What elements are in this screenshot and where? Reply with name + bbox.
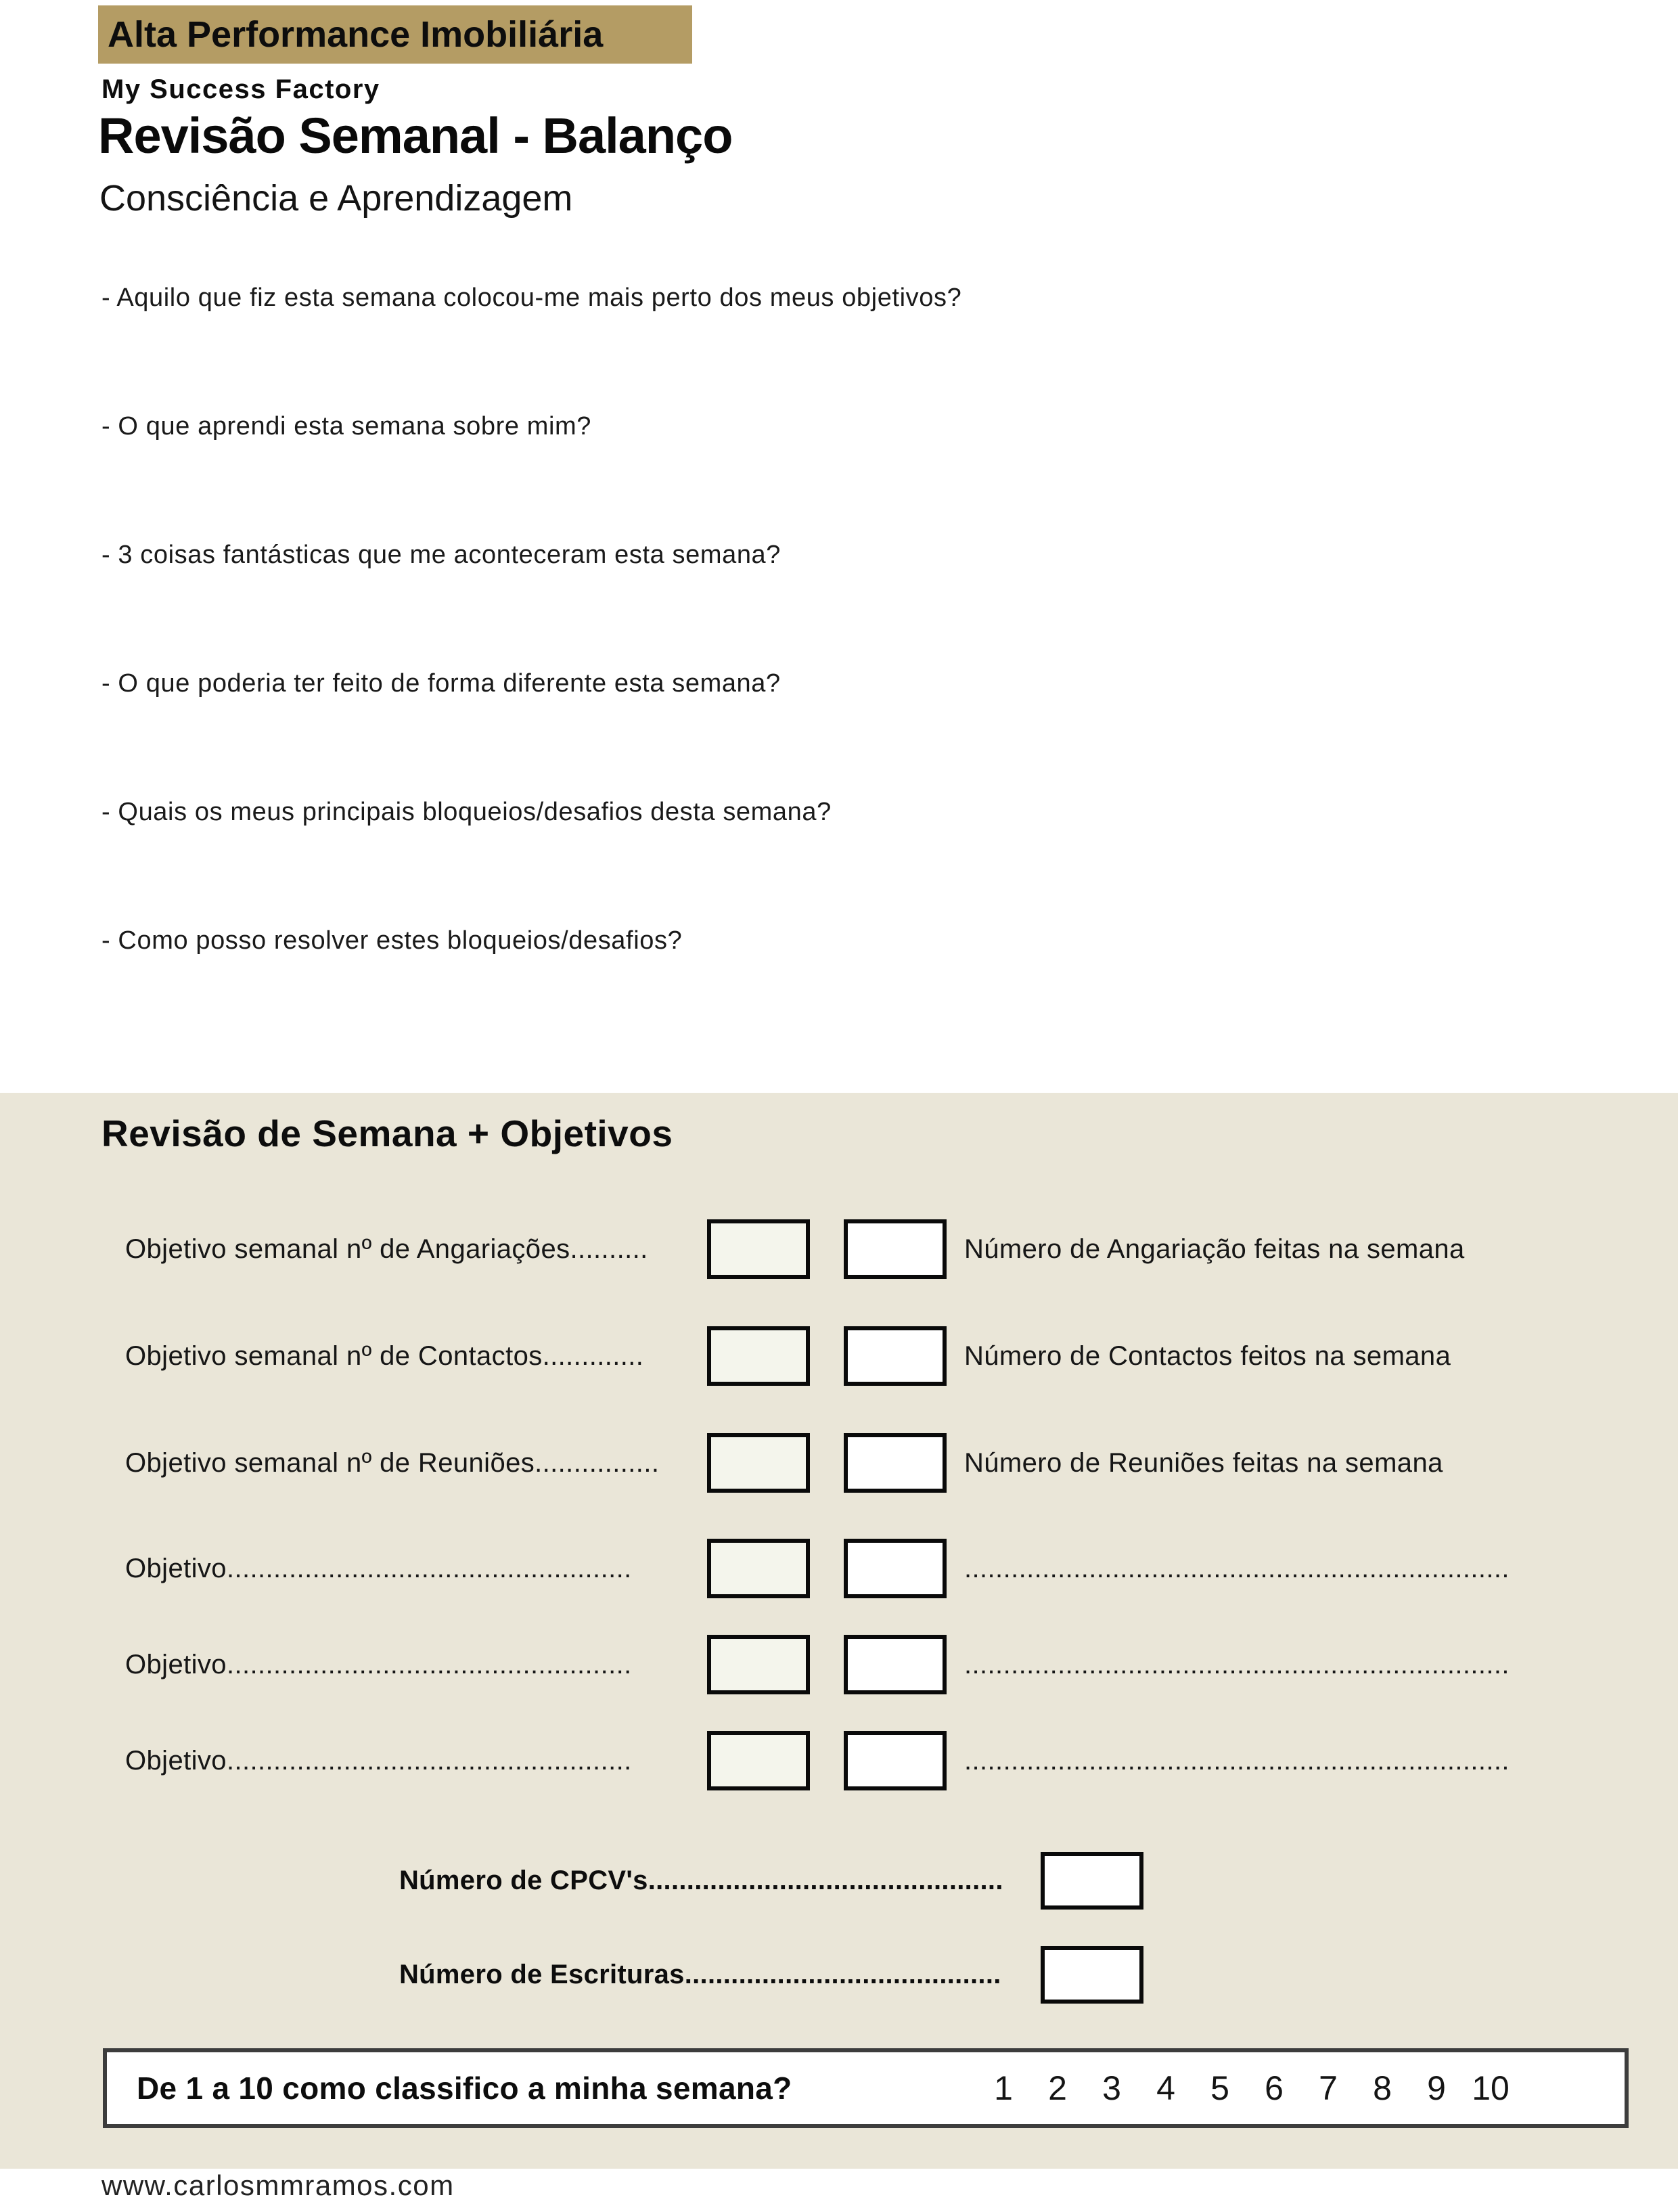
actual-input-box[interactable] — [844, 1219, 947, 1279]
actual-input-box[interactable] — [844, 1433, 947, 1493]
objective-row-custom-3 — [0, 1731, 1678, 1790]
objective-result-label: Número de Contactos feitos na semana — [964, 1341, 1451, 1371]
rating-option-1[interactable]: 1 — [994, 2069, 1013, 2107]
rating-option-7[interactable]: 7 — [1319, 2069, 1338, 2107]
rating-option-10[interactable]: 10 — [1472, 2069, 1510, 2107]
objective-result-dotted-line: ...................................................................... — [964, 1554, 1510, 1583]
objective-result-label: Número de Angariação feitas na semana — [964, 1234, 1465, 1264]
objectives-heading: Revisão de Semana + Objetivos — [101, 1112, 673, 1154]
rating-option-2[interactable]: 2 — [1048, 2069, 1067, 2107]
escrituras-input-box[interactable] — [1041, 1946, 1143, 2004]
objective-label: Objetivo semanal nº de Contactos............. — [125, 1341, 644, 1371]
question-objectives-progress: - Aquilo que fiz esta semana colocou-me mais perto dos meus objetivos? — [101, 284, 962, 312]
actual-input-box[interactable] — [844, 1731, 947, 1790]
rating-option-5[interactable]: 5 — [1210, 2069, 1229, 2107]
objective-row-reunioes — [0, 1433, 1678, 1493]
question-solve-blockers: - Como posso resolver estes bloqueios/desafios? — [101, 926, 683, 955]
rating-option-3[interactable]: 3 — [1102, 2069, 1121, 2107]
rating-option-4[interactable]: 4 — [1156, 2069, 1175, 2107]
cpcv-input-box[interactable] — [1041, 1852, 1143, 1910]
objective-result-label: Número de Reuniões feitas na semana — [964, 1448, 1443, 1478]
page-title: Revisão Semanal - Balanço — [98, 108, 733, 164]
objective-label: Objetivo semanal nº de Angariações.......... — [125, 1234, 648, 1264]
actual-input-box[interactable] — [844, 1326, 947, 1386]
brand-banner-text: Alta Performance Imobiliária — [108, 14, 604, 55]
objectives-panel — [0, 1093, 1678, 2169]
actual-input-box[interactable] — [844, 1635, 947, 1694]
question-three-fantastic-things: - 3 coisas fantásticas que me aconteceram esta semana? — [101, 541, 781, 569]
escrituras-total-row — [0, 1946, 1678, 2004]
goal-input-box[interactable] — [707, 1731, 810, 1790]
objective-result-dotted-line: ...................................................................... — [964, 1650, 1510, 1679]
rating-option-9[interactable]: 9 — [1427, 2069, 1446, 2107]
goal-input-box[interactable] — [707, 1635, 810, 1694]
objective-row-custom-1 — [0, 1539, 1678, 1598]
brand-banner — [98, 5, 692, 64]
rating-scale — [976, 2052, 1518, 2124]
cpcv-label: Número de CPCV's.............................................. — [399, 1866, 1003, 1895]
objective-label: Objetivo.................................................... — [125, 1746, 632, 1776]
objective-label: Objetivo semanal nº de Reuniões................ — [125, 1448, 660, 1478]
goal-input-box[interactable] — [707, 1219, 810, 1279]
program-subtitle: My Success Factory — [101, 74, 380, 104]
cpcv-total-row — [0, 1852, 1678, 1910]
goal-input-box[interactable] — [707, 1433, 810, 1493]
rating-option-6[interactable]: 6 — [1265, 2069, 1284, 2107]
objective-label: Objetivo.................................................... — [125, 1554, 632, 1583]
website-link[interactable]: www.carlosmmramos.com — [101, 2169, 455, 2201]
page-tagline: Consciência e Aprendizagem — [99, 178, 573, 219]
goal-input-box[interactable] — [707, 1539, 810, 1598]
question-done-differently: - O que poderia ter feito de forma diferente esta semana? — [101, 669, 781, 698]
rating-question: De 1 a 10 como classifico a minha semana? — [137, 2071, 792, 2106]
objective-label: Objetivo.................................................... — [125, 1650, 632, 1679]
objective-row-angariacoes — [0, 1219, 1678, 1279]
objective-result-dotted-line: ...................................................................... — [964, 1746, 1510, 1776]
question-main-blockers: - Quais os meus principais bloqueios/desafios desta semana? — [101, 798, 832, 826]
escrituras-label: Número de Escrituras......................................... — [399, 1960, 1001, 1989]
question-learned-about-me: - O que aprendi esta semana sobre mim? — [101, 412, 592, 441]
objective-row-custom-2 — [0, 1635, 1678, 1694]
objective-row-contactos — [0, 1326, 1678, 1386]
actual-input-box[interactable] — [844, 1539, 947, 1598]
week-rating-box — [103, 2048, 1629, 2128]
goal-input-box[interactable] — [707, 1326, 810, 1386]
rating-option-8[interactable]: 8 — [1373, 2069, 1392, 2107]
